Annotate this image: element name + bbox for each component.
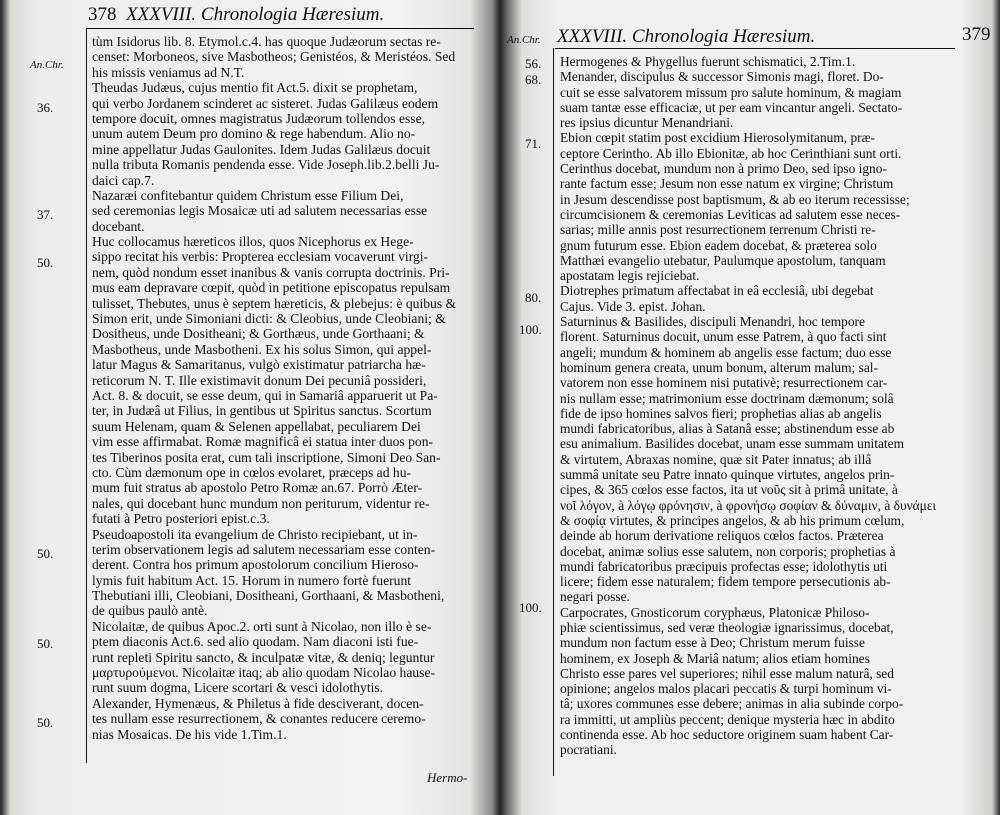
right-margin-label: An.Chr. bbox=[507, 34, 541, 46]
right-running-title: XXXVIII. Chronologia Hæresium. bbox=[557, 26, 816, 47]
text-line: tùm Isidorus lib. 8. Etymol.c.4. has quoque Judæorum sectas re- bbox=[92, 34, 441, 49]
text-line: nulla tributa Romanis pendenda esse. Vide Joseph.lib.2.belli Ju- bbox=[92, 157, 440, 173]
year-label: 36. bbox=[37, 100, 54, 115]
text-line: suum Helenam, quam & Selenen appellabat, peculiarem Dei bbox=[92, 418, 421, 434]
text-line: tulisset, Thebutes, unus è septem hæreticis, & plebejus: è quibus & bbox=[92, 295, 457, 311]
text-line: Theudas Judæus, cujus mentio fit Act.5. dixit se prophetam, bbox=[92, 80, 418, 96]
text-line: Nazaræi confitebantur quidem Christum esse Filium Dei, bbox=[92, 187, 404, 203]
text-line: cuit se esse salvatorem missum pro salute hominum, & magiam bbox=[560, 84, 902, 100]
text-line: nales, qui docebant hunc mundum non periturum, videntur re- bbox=[92, 495, 430, 511]
text-line: νοῖ λόγον, à λόγῳ φρόνησιν, à φρονήσῳ σοφίαν & δύναμιν, à δυνάμει bbox=[560, 497, 937, 513]
text-line: ptem diaconis Act.6. sed alio quodam. Nam diaconi isti fue- bbox=[92, 634, 419, 650]
text-line: ra immitti, ut ampliùs peccent; denique mysteria hæc in abdito bbox=[560, 711, 895, 727]
year-label: 37. bbox=[37, 207, 54, 222]
text-line: mine appellatur Judas Gaulonites. Idem Judas Galilæus docuit bbox=[92, 141, 431, 157]
text-line: gnum futurum esse. Ebion eadem docebat, & præterea solo bbox=[560, 237, 877, 253]
text-line: unum autem Deum pro domino & rege habendum. Alio no- bbox=[92, 126, 416, 142]
left-margin-rule bbox=[86, 28, 87, 763]
text-line: circumcisionem & ceremonias Leviticas ad salutem esse neces- bbox=[560, 206, 901, 222]
left-body-text bbox=[92, 34, 474, 742]
text-line: tes Tiberinos posita erat, cum tali inscriptione, Simoni Deo San- bbox=[92, 449, 441, 465]
text-line: Pseudoapostoli ita evangelium de Christo recipiebant, ut in- bbox=[92, 526, 418, 542]
text-line: lymis fuit habitum Act. 15. Horum in numero fortè fuerunt bbox=[92, 572, 412, 588]
text-line: Nicolaitæ, de quibus Apoc.2. orti sunt à Nicolao, non illo è se- bbox=[92, 618, 432, 634]
text-line: & σοφίᾳ virtutes, & principes angelos, & ab his primum cœlum, bbox=[560, 512, 905, 528]
text-line: mum fuit stratus ab apostolo Petro Romæ an.67. Porrò Æter- bbox=[92, 480, 423, 496]
text-line: Hermogenes & Phygellus fuerunt schismatici, 2.Tim.1. bbox=[560, 54, 856, 69]
text-line: ter, in Judæâ ut Filius, in gentibus ut Spiritus sanctus. Scortum bbox=[92, 403, 432, 419]
text-line: cipes, & 365 cœlos esse factos, ita ut νοῦς sit à primâ unitate, à bbox=[560, 482, 898, 498]
text-line: in Jesum descendisse post baptismum, & ab eo iterum recessisse; bbox=[560, 191, 910, 207]
text-line: μαρτυρούμενοι. Nicolaitæ itaq; ab alio quodam Nicolao hause- bbox=[92, 665, 436, 681]
text-line: Cajus. Vide 3. epist. Johan. bbox=[560, 298, 706, 314]
text-line: Ebion cœpit statim post excidium Hierosolymitanum, præ- bbox=[560, 130, 876, 146]
text-line: mundi fabricatoribus præcipuis profectas esse; idolothytis uti bbox=[560, 558, 888, 574]
text-line: qui verbo Jordanem scinderet ac sisteret. Judas Galilæus eodem bbox=[92, 95, 439, 111]
text-line: docebat, animæ solius esse salutem, non corporis; prophetias à bbox=[560, 543, 896, 559]
left-page bbox=[0, 0, 495, 815]
text-line: hominem, ex Joseph & Mariâ natum; alios etiam homines bbox=[560, 650, 870, 666]
text-line: licere; fidem esse naturalem; fidem tempore persecutionis ab- bbox=[560, 574, 891, 590]
text-line: Act. 8. & docuit, se esse deum, qui in Samariâ apparuerit ut Pa- bbox=[92, 387, 438, 403]
text-line: angeli; mundum & hominem ab angelis esse factum; duo esse bbox=[560, 344, 892, 360]
right-running-head bbox=[557, 24, 991, 48]
year-label: 50. bbox=[37, 546, 54, 561]
text-line: continenda esse. Ab hoc seductore originem suam habent Car- bbox=[560, 727, 894, 743]
text-line: futati à Petro posteriori epist.c.3. bbox=[92, 511, 270, 527]
year-label: 80. bbox=[525, 290, 542, 305]
text-line: nis nullam esse; matrimonium esse doctrinam dæmonum; solâ bbox=[560, 390, 894, 406]
left-running-title: XXXVIII. Chronologia Hæresium. bbox=[126, 4, 385, 25]
text-line: res ipsius dicuntur Menandriani. bbox=[560, 115, 734, 131]
text-line: his missis veniamus ad N.T. bbox=[92, 64, 245, 80]
text-line: reticorum N. T. Ille existimavit donum Dei pecuniâ possideri, bbox=[92, 372, 427, 388]
text-line: apostatam legis rejiciebat. bbox=[560, 268, 700, 284]
text-line: Menander, discipulus & successor Simonis magi, floret. Do- bbox=[560, 69, 884, 85]
year-label: 50. bbox=[37, 715, 54, 730]
text-line: Thebutiani illi, Cleobiani, Dositheani, Gorthaani, & Masbotheni, bbox=[92, 588, 445, 604]
text-line: Simon erit, unde Simoniani dicti: & Cleobius, unde Cleobiani; & bbox=[92, 311, 446, 327]
text-line: mus eam depravare cœpit, quòd in petitione episcopatus repulsam bbox=[92, 280, 451, 296]
text-line: vim esse affirmabat. Romæ magnificâ ei statua inter duos pon- bbox=[92, 434, 434, 450]
text-line: florent. Saturninus docuit, unum esse Patrem, à quo facti sint bbox=[560, 329, 887, 345]
right-page bbox=[505, 0, 1000, 815]
text-line: sed ceremonias legis Mosaicæ uti ad salutem necessarias esse bbox=[92, 203, 428, 219]
text-line: mundum non factum esse à Deo; Christum merum fuisse bbox=[560, 635, 865, 651]
right-body-text bbox=[560, 54, 955, 758]
text-line: ceptore Cerintho. Ab illo Ebionitæ, ab hoc Cerinthiani sunt orti. bbox=[560, 145, 902, 161]
text-line: Matthæi evangelio utebatur, Paulumque apostolum, tanquam bbox=[560, 252, 886, 268]
year-label: 56. bbox=[525, 56, 542, 71]
left-page-number: 378 bbox=[88, 4, 117, 25]
text-line: vatorem non esse hominem nisi putativè; resurrectionem car- bbox=[560, 375, 888, 391]
text-line: sarias; mille annis post resurrectionem terrenum Christi re- bbox=[560, 222, 876, 238]
text-line: Carpocrates, Gnosticorum coryphæus, Platonicæ Philoso- bbox=[560, 604, 870, 620]
text-line: de quibus paulò antè. bbox=[92, 603, 208, 619]
text-line: phiæ scientissimus, sed veræ theologiæ ignarissimus, docebat, bbox=[560, 619, 894, 635]
left-margin-label: An.Chr. bbox=[30, 59, 64, 71]
text-line: sippo recitat his verbis: Propterea ecclesiam vocaverunt virgi- bbox=[92, 249, 429, 265]
text-line: docebant. bbox=[92, 218, 145, 234]
text-line: Huc collocamus hæreticos illos, quos Nicephorus ex Hege- bbox=[92, 234, 414, 250]
text-line: Alexander, Hymenæus, & Philetus à fide desciverant, docen- bbox=[92, 695, 424, 711]
text-line: negari posse. bbox=[560, 589, 630, 605]
text-line: Saturninus & Basilides, discipuli Menandri, hoc tempore bbox=[560, 314, 865, 330]
right-head-rule bbox=[555, 48, 955, 49]
year-label: 100. bbox=[519, 322, 542, 337]
left-running-head bbox=[88, 4, 384, 26]
text-line: runt suum dogma, Licere scortari & vesci idolothytis. bbox=[92, 680, 384, 696]
left-head-rule bbox=[86, 28, 474, 29]
text-line: fide de ipso homines salvos fieri; prophetias alias ab angelis bbox=[560, 405, 882, 421]
year-label: 50. bbox=[37, 636, 54, 651]
text-line: Diotrephes primatum affectabat in eâ ecclesiâ, ubi degebat bbox=[560, 283, 874, 299]
text-line: censet: Morboneos, sive Masbotheos; Genistéos, & Meristéos. Sed bbox=[92, 49, 456, 65]
text-line: tempore docuit, omnes magistratus Judæorum tollendos esse, bbox=[92, 110, 426, 126]
text-line: Christo esse pares vel superiores; nihil esse malum naturâ, sed bbox=[560, 665, 894, 681]
text-line: runt repleti Spiritu sancto, & inculpatæ vitæ, & deniq; leguntur bbox=[92, 649, 435, 665]
text-line: mundi fabricatoribus, alias à Satanâ esse; abstinendum esse ab bbox=[560, 421, 895, 437]
text-line: tes nullam esse resurrectionem, & conantes reducere ceremo- bbox=[92, 711, 426, 727]
text-line: terim observationem legis ad salutem necessariam esse conten- bbox=[92, 541, 436, 557]
text-line: esu animalium. Basilides docebat, unam esse summam unitatem bbox=[560, 436, 904, 452]
text-line: & virtutem, Abraxas nomine, quæ sit Pater innatus; ab illâ bbox=[560, 451, 872, 467]
catchword: Hermo- bbox=[427, 770, 468, 785]
text-line: tâ; uxores communes esse debere; animas in alia subinde corpo- bbox=[560, 696, 904, 712]
right-page-number: 379 bbox=[962, 24, 991, 45]
text-line: hominum genera creata, unum bonum, alterum malum; sal- bbox=[560, 359, 878, 375]
text-line: suam tantæ esse efficaciæ, ut per eam vincantur angeli. Sectato- bbox=[560, 99, 903, 115]
text-line: nias Mosaicas. De his vide 1.Tim.1. bbox=[92, 726, 287, 742]
right-margin-rule bbox=[553, 48, 554, 776]
text-line: daici cap.7. bbox=[92, 172, 155, 188]
text-line: deinde ab horum derivatione reliquos cœlos factos. Præterea bbox=[560, 528, 884, 544]
year-label: 50. bbox=[37, 255, 54, 270]
text-line: rante factum esse; Jesum non esse natum ex virgine; Christum bbox=[560, 176, 894, 192]
text-line: cto. Cùm dæmonum ope in cœlos evolaret, præceps ad hu- bbox=[92, 464, 412, 480]
text-line: pocratiani. bbox=[560, 742, 617, 758]
year-label: 68. bbox=[525, 72, 542, 87]
text-line: Masbotheus, unde Masbotheni. Ex his solus Simon, qui appel- bbox=[92, 341, 432, 357]
text-line: derent. Contra hos primum apostolorum concilium Hieroso- bbox=[92, 557, 419, 573]
year-label: 71. bbox=[525, 136, 542, 151]
text-line: Dositheus, unde Dositheani; & Gorthæus, unde Gorthaani; & bbox=[92, 326, 425, 342]
text-line: Cerinthus docebat, mundum non à primo Deo, sed ipso igno- bbox=[560, 161, 887, 177]
text-line: summâ unitate seu Patre innato quinque virtutes, angelos prin- bbox=[560, 467, 895, 483]
text-line: opinione; angelos malos placari peccatis & turpi hominum vi- bbox=[560, 681, 892, 697]
text-line: latur Magus & Samaritanus, vulgò existimatur patriarcha hæ- bbox=[92, 357, 426, 373]
text-line: nem, quòd nondum esset inanibus & vanis corrupta doctrinis. Pri- bbox=[92, 264, 450, 280]
year-label: 100. bbox=[519, 600, 542, 615]
